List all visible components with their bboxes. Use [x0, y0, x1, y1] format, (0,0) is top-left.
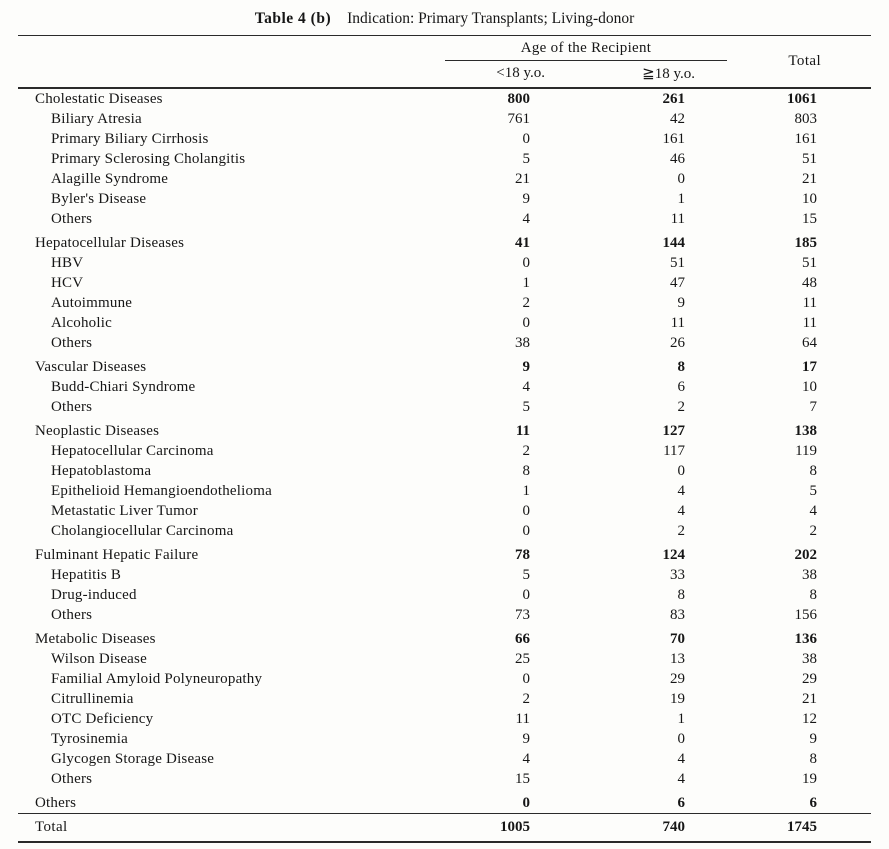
cell-under-18: 21 — [515, 171, 530, 187]
cell-total: 4 — [809, 503, 818, 519]
row-label: Others — [35, 795, 77, 811]
cell-18-and-over: 261 — [662, 91, 686, 107]
table-row-category — [18, 353, 871, 377]
cell-18-and-over: 8 — [677, 359, 686, 375]
cell-under-18: 0 — [522, 671, 530, 687]
table-row-item — [18, 253, 871, 273]
row-label: Citrullinemia — [51, 691, 134, 707]
cell-18-and-over: 11 — [670, 315, 686, 331]
cell-total: 10 — [802, 379, 818, 395]
row-label: Others — [51, 771, 93, 787]
cell-under-18: 0 — [522, 523, 530, 539]
row-label: Cholestatic Diseases — [35, 91, 163, 107]
table-row-item — [18, 461, 871, 481]
row-label: Vascular Diseases — [35, 359, 147, 375]
cell-total: 38 — [802, 567, 818, 583]
table-row-item — [18, 129, 871, 149]
cell-under-18: 9 — [522, 191, 530, 207]
grand-total-18-and-over: 740 — [662, 819, 686, 835]
row-label: Hepatocellular Carcinoma — [51, 443, 214, 459]
cell-18-and-over: 26 — [670, 335, 686, 351]
table-row-category — [18, 541, 871, 565]
cell-total: 185 — [794, 235, 818, 251]
cell-under-18: 0 — [522, 255, 530, 271]
cell-under-18: 73 — [515, 607, 530, 623]
table-row-category — [18, 789, 871, 814]
table-row-item — [18, 565, 871, 585]
row-label: HCV — [51, 275, 84, 291]
cell-18-and-over: 19 — [670, 691, 686, 707]
row-label: Metabolic Diseases — [35, 631, 156, 647]
table-row-category — [18, 417, 871, 441]
row-label: Others — [51, 607, 93, 623]
cell-total: 8 — [809, 587, 818, 603]
cell-18-and-over: 6 — [677, 379, 686, 395]
cell-total: 21 — [802, 691, 818, 707]
cell-total: 1061 — [787, 91, 818, 107]
cell-total: 9 — [809, 731, 818, 747]
cell-18-and-over: 13 — [670, 651, 686, 667]
row-label: Alagille Syndrome — [51, 171, 169, 187]
cell-18-and-over: 117 — [663, 443, 686, 459]
cell-18-and-over: 0 — [677, 463, 686, 479]
cell-under-18: 4 — [522, 379, 530, 395]
table-row-item — [18, 749, 871, 769]
table-row-category — [18, 88, 871, 109]
cell-under-18: 761 — [507, 111, 530, 127]
cell-total: 11 — [802, 295, 818, 311]
cell-total: 803 — [794, 111, 818, 127]
cell-18-and-over: 4 — [677, 483, 686, 499]
table-caption — [0, 0, 889, 29]
cell-under-18: 11 — [515, 711, 530, 727]
table-row-item — [18, 501, 871, 521]
cell-18-and-over: 2 — [677, 399, 686, 415]
row-label: Drug-induced — [51, 587, 137, 603]
cell-18-and-over: 124 — [662, 547, 686, 563]
table-row-item — [18, 209, 871, 229]
cell-18-and-over: 2 — [677, 523, 686, 539]
cell-18-and-over: 9 — [677, 295, 686, 311]
cell-18-and-over: 47 — [670, 275, 686, 291]
grand-total-row — [18, 814, 871, 843]
header-group-row — [18, 36, 871, 63]
cell-under-18: 11 — [515, 423, 530, 439]
cell-under-18: 5 — [522, 567, 530, 583]
cell-under-18: 5 — [522, 399, 530, 415]
cell-18-and-over: 51 — [670, 255, 686, 271]
cell-under-18: 4 — [522, 751, 530, 767]
cell-under-18: 2 — [522, 691, 530, 707]
table-row-item — [18, 605, 871, 625]
cell-18-and-over: 70 — [670, 631, 686, 647]
table-row-item — [18, 669, 871, 689]
table-number-label: Table 4 (b) — [254, 10, 332, 27]
table-header — [18, 36, 871, 89]
cell-total: 6 — [809, 795, 818, 811]
header-18-and-over-column: ≧18 y.o. — [642, 66, 696, 82]
age-group-label: Age of the Recipient — [445, 40, 727, 61]
row-label: Hepatocellular Diseases — [35, 235, 185, 251]
cell-18-and-over: 46 — [670, 151, 686, 167]
cell-total: 156 — [794, 607, 818, 623]
cell-total: 51 — [802, 255, 818, 271]
row-label: Hepatoblastoma — [51, 463, 152, 479]
cell-total: 202 — [794, 547, 818, 563]
header-age-group — [420, 36, 700, 63]
row-label: Fulminant Hepatic Failure — [35, 547, 199, 563]
header-empty-cell — [18, 36, 420, 63]
cell-under-18: 5 — [522, 151, 530, 167]
cell-under-18: 4 — [522, 211, 530, 227]
grand-total-total: 1745 — [787, 819, 818, 835]
cell-total: 7 — [809, 399, 818, 415]
cell-under-18: 8 — [522, 463, 530, 479]
row-label: Others — [51, 211, 93, 227]
row-label: Epithelioid Hemangioendothelioma — [51, 483, 272, 499]
cell-total: 12 — [802, 711, 818, 727]
header-under-18-column: <18 y.o. — [496, 65, 545, 81]
cell-under-18: 0 — [522, 315, 530, 331]
table-row-item — [18, 769, 871, 789]
table-body — [18, 88, 871, 814]
row-label: Alcoholic — [51, 315, 112, 331]
table-row-item — [18, 313, 871, 333]
cell-total: 2 — [809, 523, 818, 539]
table-row-item — [18, 397, 871, 417]
cell-under-18: 9 — [522, 359, 530, 375]
table-row-item — [18, 689, 871, 709]
table-caption-text: Indication: Primary Transplants; Living-donor — [347, 10, 635, 27]
row-label: OTC Deficiency — [51, 711, 154, 727]
cell-under-18: 25 — [515, 651, 530, 667]
row-label: Wilson Disease — [51, 651, 147, 667]
cell-under-18: 0 — [522, 503, 530, 519]
cell-total: 38 — [802, 651, 818, 667]
row-label: Primary Biliary Cirrhosis — [51, 131, 209, 147]
table-row-item — [18, 149, 871, 169]
cell-18-and-over: 1 — [677, 711, 686, 727]
cell-total: 19 — [802, 771, 818, 787]
cell-under-18: 15 — [515, 771, 530, 787]
table-row-item — [18, 169, 871, 189]
cell-total: 64 — [802, 335, 818, 351]
row-label: Metastatic Liver Tumor — [51, 503, 198, 519]
grand-total-label: Total — [35, 819, 68, 835]
row-label: Neoplastic Diseases — [35, 423, 160, 439]
row-label: Biliary Atresia — [51, 111, 142, 127]
cell-total: 8 — [809, 463, 818, 479]
table-row-item — [18, 709, 871, 729]
header-empty-cell — [18, 62, 420, 88]
table-row-item — [18, 649, 871, 669]
cell-under-18: 800 — [507, 91, 530, 107]
cell-total: 17 — [802, 359, 818, 375]
cell-total: 136 — [794, 631, 818, 647]
cell-total: 11 — [802, 315, 818, 331]
table-row-item — [18, 521, 871, 541]
cell-total: 5 — [809, 483, 818, 499]
cell-18-and-over: 0 — [677, 171, 686, 187]
cell-total: 29 — [802, 671, 818, 687]
cell-under-18: 1 — [522, 275, 530, 291]
cell-18-and-over: 4 — [677, 503, 686, 519]
cell-18-and-over: 127 — [662, 423, 686, 439]
cell-total: 10 — [802, 191, 818, 207]
cell-18-and-over: 161 — [662, 131, 686, 147]
transplant-indication-table — [18, 35, 871, 843]
cell-under-18: 0 — [522, 131, 530, 147]
cell-total: 161 — [794, 131, 818, 147]
table-row-item — [18, 481, 871, 501]
cell-total: 15 — [802, 211, 818, 227]
table-row-item — [18, 189, 871, 209]
cell-total: 8 — [809, 751, 818, 767]
cell-18-and-over: 42 — [670, 111, 686, 127]
row-label: Budd-Chiari Syndrome — [51, 379, 196, 395]
cell-under-18: 2 — [522, 295, 530, 311]
cell-18-and-over: 1 — [677, 191, 686, 207]
cell-under-18: 0 — [522, 795, 530, 811]
header-total-column: Total — [788, 53, 822, 69]
row-label: Others — [51, 335, 93, 351]
table-row-item — [18, 273, 871, 293]
table-row-category — [18, 625, 871, 649]
cell-18-and-over: 0 — [677, 731, 686, 747]
table-row-item — [18, 377, 871, 397]
cell-under-18: 78 — [515, 547, 530, 563]
cell-18-and-over: 83 — [670, 607, 686, 623]
cell-total: 51 — [802, 151, 818, 167]
row-label: Autoimmune — [51, 295, 133, 311]
table-row-category — [18, 229, 871, 253]
row-label: Primary Sclerosing Cholangitis — [51, 151, 246, 167]
cell-under-18: 1 — [522, 483, 530, 499]
table-row-item — [18, 441, 871, 461]
row-label: HBV — [51, 255, 84, 271]
table-footer — [18, 814, 871, 843]
row-label: Familial Amyloid Polyneuropathy — [51, 671, 263, 687]
cell-total: 21 — [802, 171, 818, 187]
table-row-item — [18, 729, 871, 749]
cell-total: 48 — [802, 275, 818, 291]
table-row-item — [18, 109, 871, 129]
row-label: Cholangiocellular Carcinoma — [51, 523, 234, 539]
cell-18-and-over: 4 — [677, 751, 686, 767]
cell-18-and-over: 29 — [670, 671, 686, 687]
row-label: Tyrosinemia — [51, 731, 128, 747]
cell-total: 138 — [794, 423, 818, 439]
cell-18-and-over: 144 — [662, 235, 686, 251]
cell-under-18: 9 — [522, 731, 530, 747]
table-row-item — [18, 585, 871, 605]
row-label: Byler's Disease — [51, 191, 147, 207]
cell-total: 119 — [795, 443, 818, 459]
table-row-item — [18, 293, 871, 313]
row-label: Hepatitis B — [51, 567, 122, 583]
cell-under-18: 38 — [515, 335, 530, 351]
cell-under-18: 2 — [522, 443, 530, 459]
row-label: Glycogen Storage Disease — [51, 751, 215, 767]
cell-under-18: 66 — [515, 631, 530, 647]
cell-18-and-over: 8 — [677, 587, 686, 603]
cell-under-18: 0 — [522, 587, 530, 603]
cell-18-and-over: 11 — [670, 211, 686, 227]
row-label: Others — [51, 399, 93, 415]
cell-18-and-over: 4 — [677, 771, 686, 787]
cell-under-18: 41 — [515, 235, 530, 251]
cell-18-and-over: 33 — [670, 567, 686, 583]
grand-total-under-18: 1005 — [500, 819, 530, 835]
table-row-item — [18, 333, 871, 353]
cell-18-and-over: 6 — [677, 795, 686, 811]
